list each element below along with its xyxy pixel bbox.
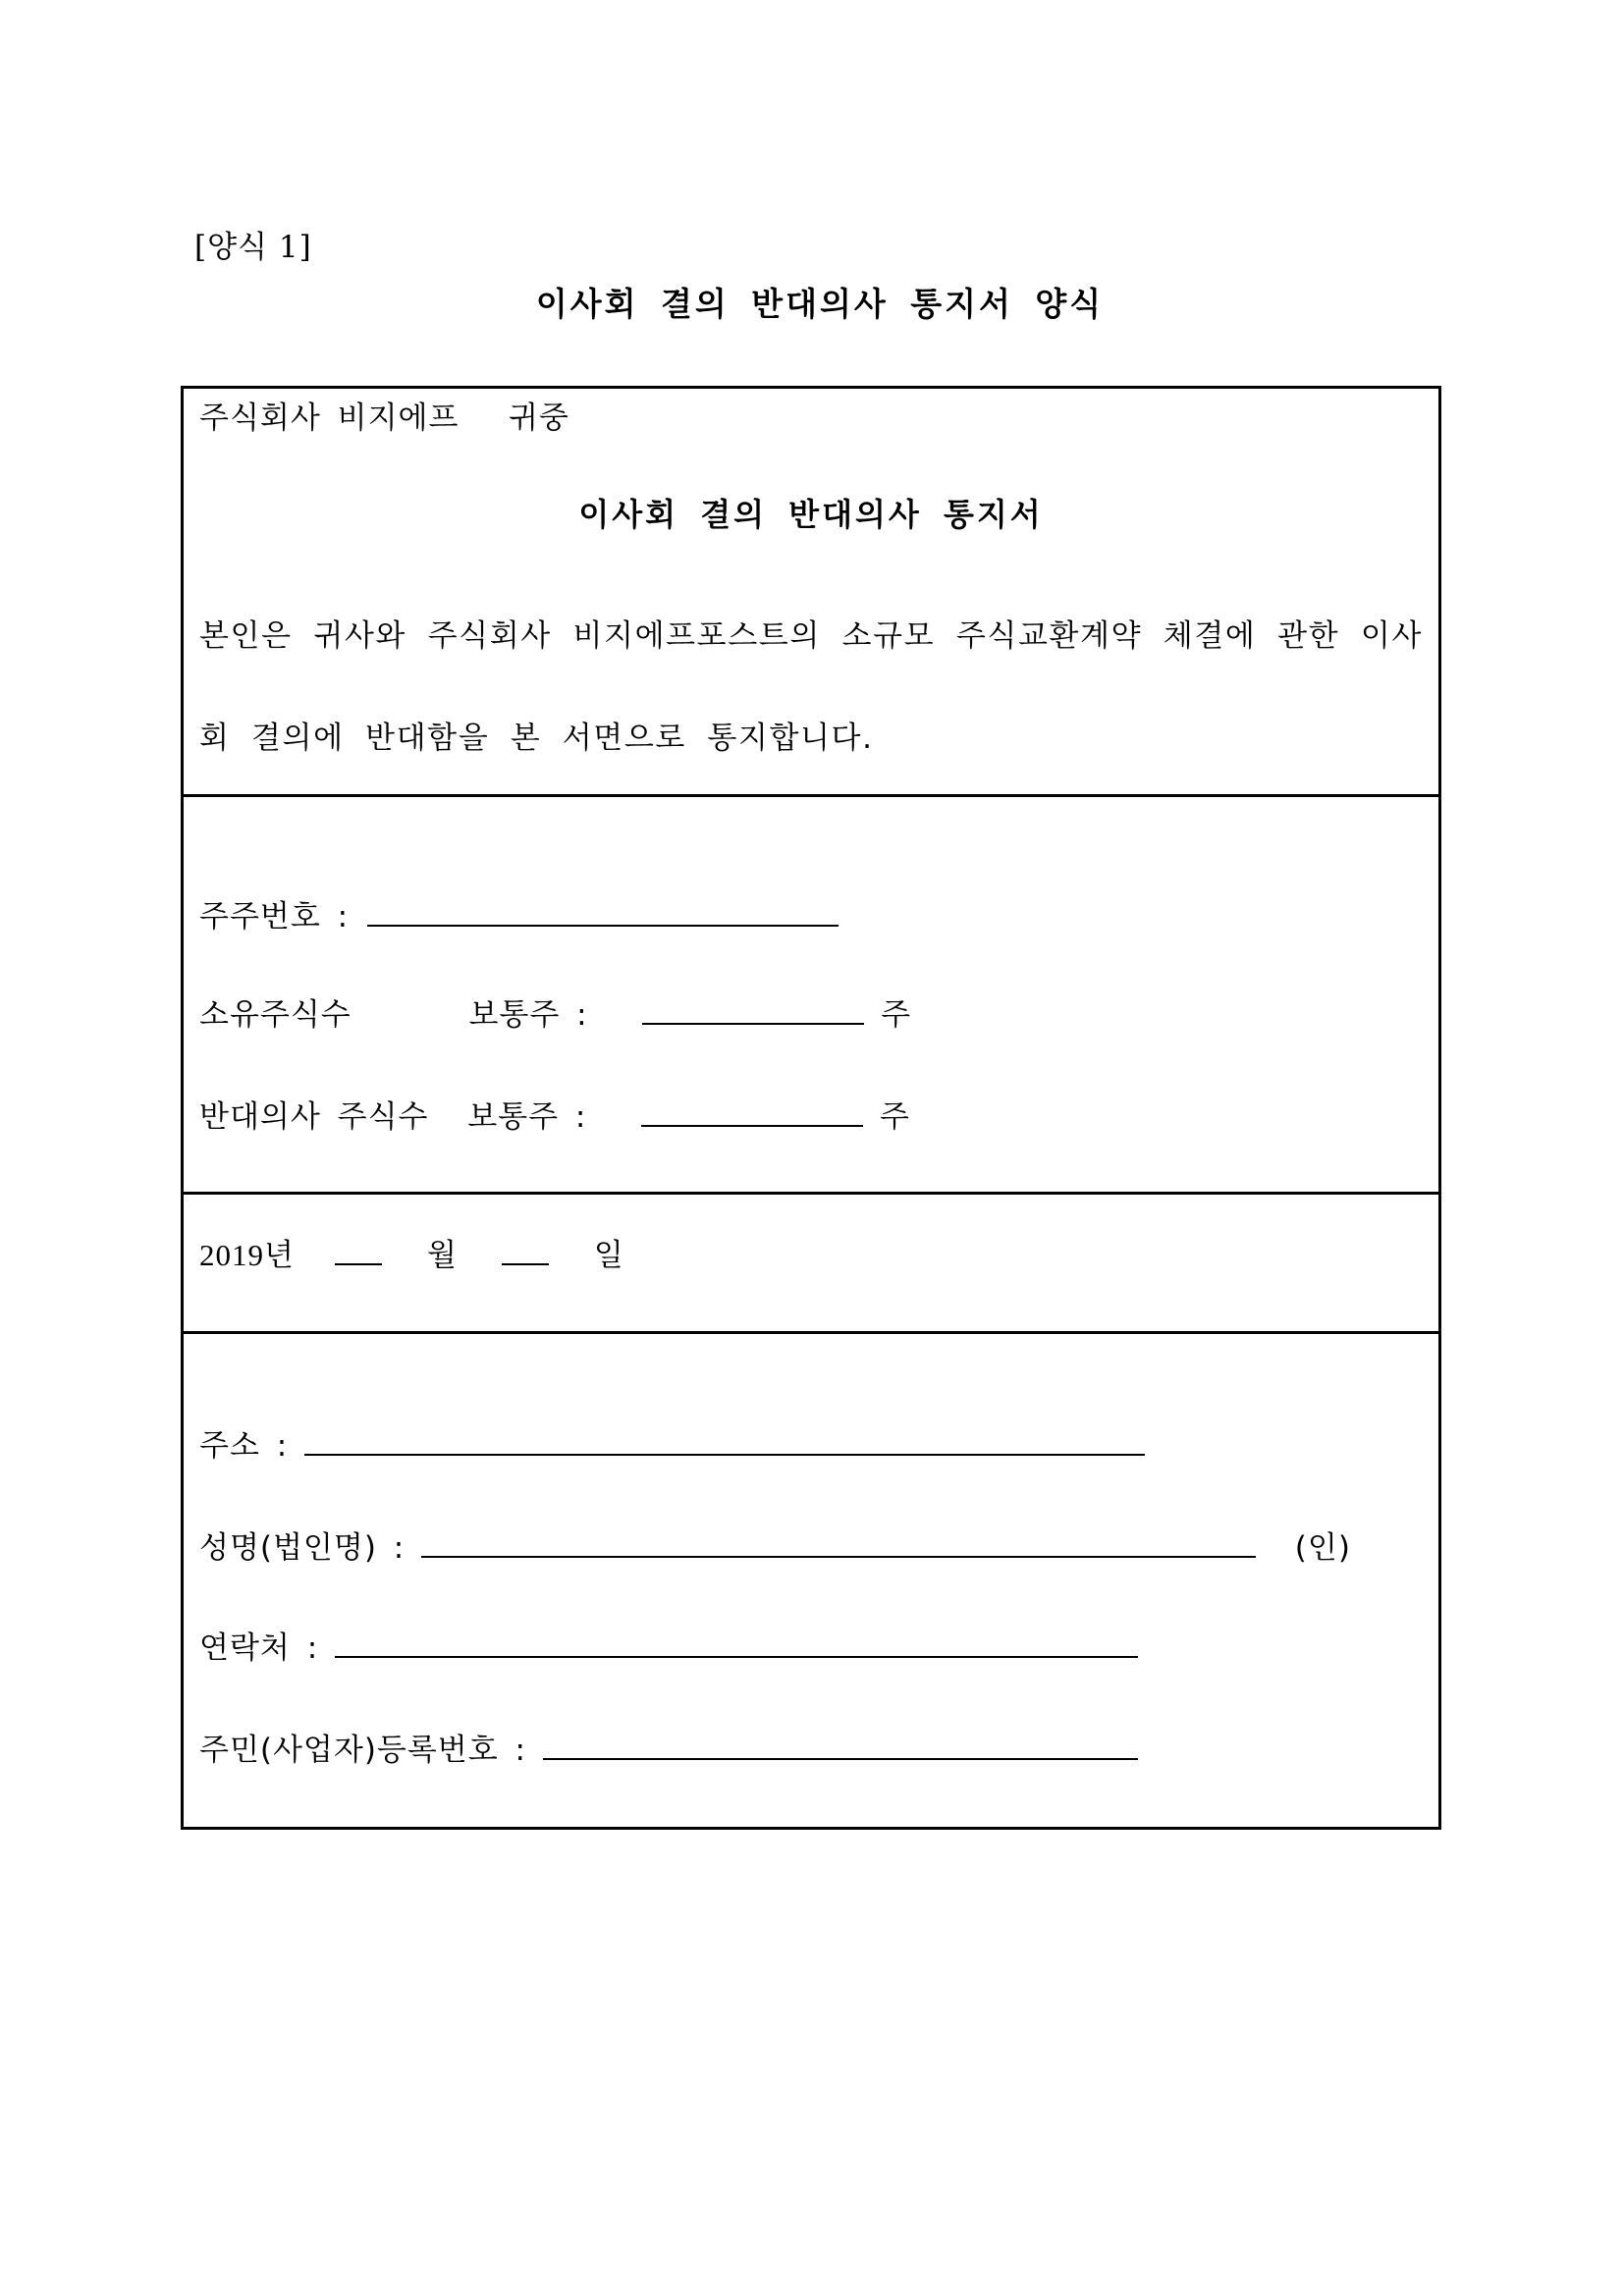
notice-form-table bbox=[181, 386, 1441, 1830]
opposed-shares-field[interactable] bbox=[641, 1099, 863, 1127]
form-number-label: [양식 1] bbox=[194, 230, 312, 265]
name-field[interactable] bbox=[421, 1530, 1256, 1558]
shareholder-number-row bbox=[199, 891, 839, 935]
contact-field[interactable] bbox=[335, 1630, 1138, 1658]
notice-title: 이사회 결의 반대의사 통지서 bbox=[578, 496, 1044, 533]
registration-number-label: 주민(사업자)등록번호 : bbox=[199, 1733, 526, 1768]
contact-row bbox=[199, 1623, 1138, 1667]
month-field[interactable] bbox=[335, 1238, 382, 1265]
opposed-shares-label: 반대의사 주식수 bbox=[199, 1099, 429, 1135]
opposed-shares-type-label: 보통주 : bbox=[467, 1099, 587, 1135]
document-title: 이사회 결의 반대의사 통지서 양식 bbox=[535, 285, 1105, 323]
owned-shares-row bbox=[199, 989, 911, 1034]
notice-section bbox=[184, 389, 1438, 794]
owned-shares-unit: 주 bbox=[881, 997, 912, 1033]
notice-body: 본인은 귀사와 주식회사 비지에프포스트의 소규모 주식교환계약 체결에 관한 이사회 결의에 반대함을 본 서면으로 통지합니다. bbox=[199, 618, 1423, 756]
shares-section bbox=[184, 794, 1438, 1192]
name-row bbox=[199, 1522, 1351, 1567]
shareholder-number-label: 주주번호 : bbox=[199, 899, 350, 934]
signer-section bbox=[184, 1331, 1438, 1830]
address-row bbox=[199, 1420, 1145, 1465]
addressee: 주식회사 비지에프 귀중 bbox=[199, 400, 569, 436]
opposed-shares-unit: 주 bbox=[879, 1099, 910, 1135]
date-section bbox=[184, 1192, 1438, 1331]
address-label: 주소 : bbox=[199, 1428, 289, 1464]
owned-shares-type-label: 보통주 : bbox=[468, 997, 588, 1033]
year-label: 2019년 bbox=[199, 1238, 295, 1272]
month-label: 월 bbox=[426, 1238, 458, 1272]
name-label: 성명(법인명) : bbox=[199, 1530, 406, 1566]
shareholder-number-field[interactable] bbox=[367, 899, 839, 927]
day-field[interactable] bbox=[502, 1238, 549, 1265]
date-row bbox=[199, 1230, 624, 1274]
opposed-shares-row bbox=[199, 1092, 910, 1136]
registration-number-field[interactable] bbox=[543, 1733, 1138, 1760]
address-field[interactable] bbox=[304, 1428, 1145, 1456]
owned-shares-field[interactable] bbox=[642, 997, 864, 1025]
day-label: 일 bbox=[593, 1238, 624, 1272]
contact-label: 연락처 : bbox=[199, 1630, 319, 1666]
registration-number-row bbox=[199, 1725, 1138, 1769]
seal-label: (인) bbox=[1294, 1530, 1351, 1566]
owned-shares-label: 소유주식수 bbox=[199, 997, 352, 1033]
